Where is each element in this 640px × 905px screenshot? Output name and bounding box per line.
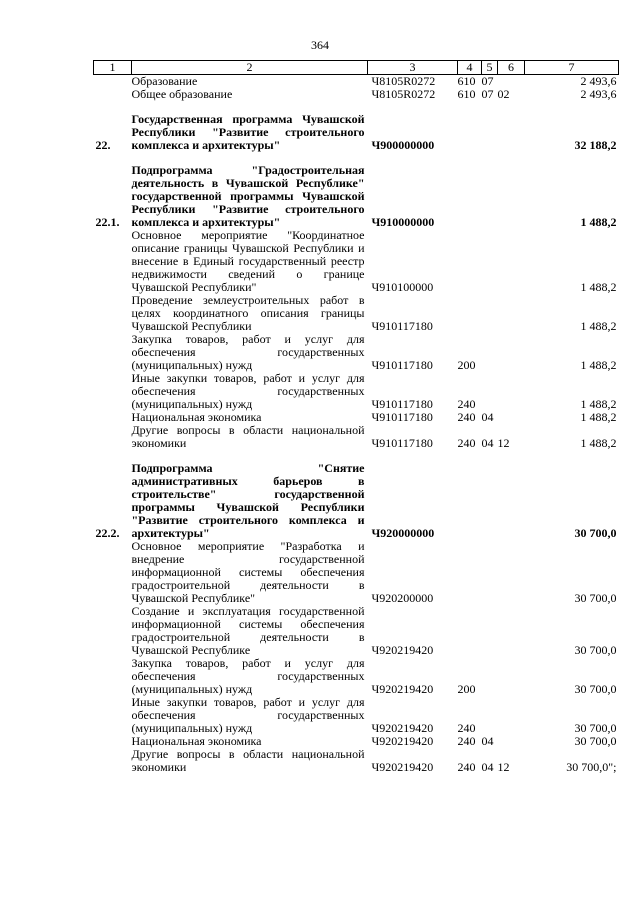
table-row <box>94 88 619 101</box>
row-number <box>94 605 132 657</box>
target-code: Ч8105R0272 <box>371 74 436 88</box>
row-number <box>94 735 132 748</box>
row-sum: 1 488,2 <box>580 319 617 333</box>
section-code: 07 <box>481 87 494 101</box>
row-name: Общее образование <box>131 87 233 101</box>
row-sum: 2 493,6 <box>580 87 617 101</box>
row-sum: 30 700,0 <box>574 643 617 657</box>
table-row <box>94 294 619 333</box>
row-sum: 30 700,0 <box>574 526 617 540</box>
expense-type <box>458 462 482 540</box>
row-sum: 30 700,0"; <box>566 760 617 774</box>
subsection-code <box>498 540 525 605</box>
target-code: Ч910117180 <box>371 358 433 372</box>
expense-type <box>458 164 482 229</box>
row-number <box>94 75 132 89</box>
section-code <box>482 229 498 294</box>
target-code: Ч910117180 <box>371 397 433 411</box>
subsection-code <box>498 696 525 735</box>
subsection-code <box>498 75 525 89</box>
row-sum: 1 488,2 <box>580 410 617 424</box>
row-name: Иные закупки товаров, работ и услуг для обеспечения государственных (муниципальных) нужд <box>131 695 365 735</box>
subsection-code <box>498 333 525 372</box>
section-code <box>482 605 498 657</box>
row-number: 22.1. <box>95 215 120 229</box>
table-header-row <box>94 61 619 75</box>
row-sum: 30 700,0 <box>574 682 617 696</box>
table-row <box>94 113 619 152</box>
column-header: 6 <box>498 61 525 75</box>
target-code: Ч920219420 <box>371 734 434 748</box>
target-code: Ч920219420 <box>371 682 434 696</box>
row-number <box>94 333 132 372</box>
row-sum: 1 488,2 <box>580 280 617 294</box>
target-code: Ч910000000 <box>371 215 435 229</box>
row-sum: 30 700,0 <box>574 721 617 735</box>
expense-type <box>458 113 482 152</box>
expense-type: 200 <box>457 358 476 372</box>
expense-type: 610 <box>457 87 476 101</box>
table-row <box>94 540 619 605</box>
row-name: Проведение землеустроительных работ в целях координатного описания границы Чувашской Республики <box>131 293 365 333</box>
table-row <box>94 75 619 89</box>
subsection-code <box>498 411 525 424</box>
row-number: 22.2. <box>95 526 120 540</box>
row-sum: 1 488,2 <box>580 358 617 372</box>
row-name: Национальная экономика <box>131 410 262 424</box>
row-number <box>94 657 132 696</box>
section-code <box>482 462 498 540</box>
subsection-code: 12 <box>497 436 510 450</box>
row-sum: 1 488,2 <box>580 436 617 450</box>
target-code: Ч910117180 <box>371 410 433 424</box>
subsection-code <box>498 605 525 657</box>
section-code <box>482 113 498 152</box>
subsection-code <box>498 735 525 748</box>
subsection-code <box>498 164 525 229</box>
page-number: 364 <box>311 38 329 52</box>
expense-type <box>458 605 482 657</box>
subsection-code <box>498 657 525 696</box>
row-number <box>94 540 132 605</box>
section-code: 04 <box>481 436 494 450</box>
section-code <box>482 294 498 333</box>
expense-type: 610 <box>457 74 476 88</box>
target-code: Ч920200000 <box>371 591 434 605</box>
section-code <box>482 540 498 605</box>
expense-type <box>458 229 482 294</box>
expense-type: 240 <box>457 721 476 735</box>
table-row <box>94 372 619 411</box>
row-name: Государственная программа Чувашской Республики "Развитие строительного комплекса и архитектуры" <box>131 112 365 152</box>
row-sum: 30 700,0 <box>574 591 617 605</box>
table-row <box>94 164 619 229</box>
row-number <box>94 372 132 411</box>
column-header: 7 <box>525 61 619 75</box>
target-code: Ч910100000 <box>371 280 434 294</box>
target-code: Ч920219420 <box>371 721 434 735</box>
row-sum: 30 700,0 <box>574 734 617 748</box>
row-name: Создание и эксплуатация государственной информационной системы обеспечения градостроительной деятельности в Чувашской Республике <box>131 604 365 657</box>
column-header: 4 <box>458 61 482 75</box>
target-code: Ч910117180 <box>371 436 433 450</box>
row-number <box>94 411 132 424</box>
column-header: 2 <box>132 61 368 75</box>
expense-type: 240 <box>457 436 476 450</box>
section-code <box>482 372 498 411</box>
row-name: Другие вопросы в области национальной экономики <box>131 747 365 774</box>
table-row <box>94 748 619 774</box>
section-code <box>482 164 498 229</box>
target-code: Ч920000000 <box>371 526 435 540</box>
target-code: Ч920219420 <box>371 760 434 774</box>
expense-type: 240 <box>457 760 476 774</box>
expense-type <box>458 540 482 605</box>
subsection-code <box>498 229 525 294</box>
column-header: 5 <box>482 61 498 75</box>
column-header: 3 <box>368 61 458 75</box>
table-row <box>94 333 619 372</box>
row-sum: 2 493,6 <box>580 74 617 88</box>
row-number <box>94 696 132 735</box>
subsection-code: 02 <box>497 87 510 101</box>
row-name: Основное мероприятие "Разработка и внедрение государственной информационной системы обеспечения градостроительной деятельности в Чувашской Республике" <box>131 539 365 605</box>
subsection-code <box>498 462 525 540</box>
section-code <box>482 657 498 696</box>
table-row <box>94 462 619 540</box>
row-name: Подпрограмма "Снятие административных барьеров в строительстве" государственной программы Чувашской Республики "Развитие строительного комплекса и архитектуры" <box>131 461 365 540</box>
table-row <box>94 696 619 735</box>
row-name: Другие вопросы в области национальной экономики <box>131 423 365 450</box>
section-code <box>482 333 498 372</box>
target-code: Ч910117180 <box>371 319 433 333</box>
row-name: Закупка товаров, работ и услуг для обеспечения государственных (муниципальных) нужд <box>131 656 365 696</box>
subsection-code <box>498 294 525 333</box>
section-code: 04 <box>481 410 494 424</box>
row-name: Национальная экономика <box>131 734 262 748</box>
column-header: 1 <box>94 61 132 75</box>
table-row <box>94 229 619 294</box>
row-name: Образование <box>131 74 198 88</box>
expense-type: 240 <box>457 410 476 424</box>
subsection-code <box>498 113 525 152</box>
table-row <box>94 605 619 657</box>
section-code: 04 <box>481 760 494 774</box>
row-number <box>94 748 132 774</box>
row-name: Основное мероприятие "Координатное описание границы Чувашской Республики и внесение в Единый государственный реестр недвижимости сведений о границе Чувашской Республики" <box>131 228 365 294</box>
target-code: Ч900000000 <box>371 138 435 152</box>
budget-table <box>93 60 619 774</box>
expense-type: 200 <box>457 682 476 696</box>
target-code: Ч920219420 <box>371 643 434 657</box>
target-code: Ч8105R0272 <box>371 87 436 101</box>
row-name: Подпрограмма "Градостроительная деятельность в Чувашской Республике" государственной программы Чувашской Республики "Развитие строительного комплекса и архитектуры" <box>131 163 365 229</box>
subsection-code <box>498 372 525 411</box>
subsection-code: 12 <box>497 760 510 774</box>
row-sum: 32 188,2 <box>574 138 617 152</box>
row-sum: 1 488,2 <box>580 397 617 411</box>
row-sum: 1 488,2 <box>580 215 617 229</box>
table-row <box>94 424 619 450</box>
row-number <box>94 294 132 333</box>
table-row <box>94 657 619 696</box>
expense-type: 240 <box>457 397 476 411</box>
row-number <box>94 229 132 294</box>
expense-type <box>458 294 482 333</box>
row-name: Иные закупки товаров, работ и услуг для обеспечения государственных (муниципальных) нужд <box>131 371 365 411</box>
row-name: Закупка товаров, работ и услуг для обеспечения государственных (муниципальных) нужд <box>131 332 365 372</box>
row-number: 22. <box>95 138 111 152</box>
section-code: 07 <box>481 74 494 88</box>
expense-type: 240 <box>457 734 476 748</box>
row-number <box>94 88 132 101</box>
section-code <box>482 696 498 735</box>
section-code: 04 <box>481 734 494 748</box>
row-number <box>94 424 132 450</box>
